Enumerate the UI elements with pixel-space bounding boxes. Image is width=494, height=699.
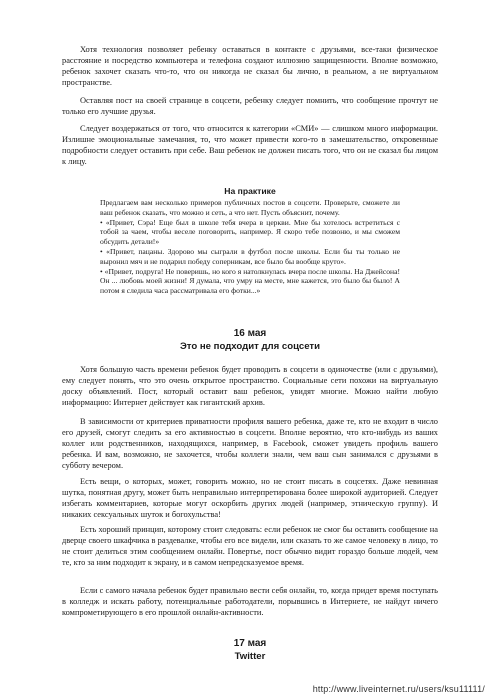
paragraph: Следует воздержаться от того, что относится к категории «СМИ» — слишком много информации. Излишне эмоциональные замечания, то, что может привести кого-то в замешательство, откровенные подробности следует оставить при себе. Ваш ребенок не должен писать того, что он не сказал бы лицом к лицу. <box>62 124 438 166</box>
paragraph: Есть хороший принцип, которому стоит следовать: если ребенок не смог бы оставить сообщение на дверце своего шкафчика в раздевалке, чтобы его все видели, или сказать то же самое человеку в лицо, то не стоит делиться этим сообщением онлайн. Повертье, пост обычно видит гораздо больше людей, чем те, кто за ним подходит к экрану, и в самом непредсказуемое время. <box>62 525 438 567</box>
paragraph: Если с самого начала ребенок будет правильно вести себя онлайн, то, когда придет время поступать в колледж и искать работу, потенциальные работодатели, порывшись в Интернете, не найдут ничего компрометирующего в его прошлой онлайн-активности. <box>62 586 438 617</box>
practice-title: На практике <box>224 186 276 196</box>
section-date: 17 мая <box>233 638 267 649</box>
section-heading: Twitter <box>234 651 266 662</box>
section-date: 16 мая <box>233 328 267 339</box>
section-heading: Это не подходит для соцсети <box>179 341 321 352</box>
paragraph: Хотя технология позволяет ребенку оставаться в контакте с друзьями, все-таки физическое расстояние и посредство компьютера и телефона создают иллюзию защищенности. Вполне возможно, ребенок захочет сказать что-то, что он никогда не сказал бы лично, в реальном, а не виртуальном пространстве. <box>62 45 438 87</box>
paragraph: Хотя большую часть времени ребенок будет проводить в соцсети в одиночестве (или с друзьями), ему следует понять, что это очень открытое пространство. Социальные сети похожи на виртуальную доску объявлений. Пост, который оставит ваш ребенок, увидят многие. Можно найти любую информацию: Интернет действует как гигантский архив. <box>62 365 438 407</box>
practice-bullet: • «Привет, пацаны. Здорово мы сыграли в футбол после школы. Если бы ты только не выронил мяч и не подарил победу соперникам, все было бы вообще круто». <box>100 246 401 266</box>
paragraph: Есть вещи, о которых, может, говорить можно, но не стоит писать в соцсетях. Даже невинная шутка, понятная другу, может быть неправильно интерпретирована более широкой аудиторией. Следует избегать комментариев, которые могут оскорбить других людей (например, этническую группу). И никаких сексуальных шуток и богохульства! <box>62 477 438 519</box>
practice-intro: Предлагаем вам несколько примеров публичных постов в соцсети. Проверьте, сможете ли ваш ребенок сказать, что можно и сеть, а что нет. Пусть объяснит, почему. <box>100 198 400 217</box>
practice-bullet: • «Привет, Сэра! Еще был в школе тебя вчера в церкви. Мне бы хотелось встретиться с тобой за чаем, чтобы веселе поговорить, например. Я скоро тебе позвоню, и мы сможем обсудить детали!» <box>100 217 400 247</box>
paragraph: Оставляя пост на своей странице в соцсети, ребенку следует помнить, что сообщение прочтут не только его лучшие друзья. <box>62 96 438 116</box>
practice-bullet: • «Привет, подруга! Не поверишь, но кого я натолкнулась вчера после школы. На Джейсона! Он ... любовь моей жизни! Я думала, что умру на месте, мне кажется, это было бы было! А потом я следила часа рассматривала его фотки...» <box>100 266 401 296</box>
paragraph: В зависимости от критериев приватности профиля вашего ребенка, даже те, кто не входит в число его друзей, смогут следить за его активностью в соцсети. Вполне вероятно, что кто-нибудь из ваших коллег или родственников, находящихся, например, в Facebook, сможет увидеть профиль вашего ребенка. И вам, возможно, не захочется, чтобы коллеги знали, чем ваш сын занимался с друзьями в субботу вечером. <box>62 417 438 470</box>
practice-box <box>100 198 400 296</box>
watermark-url[interactable]: http://www.liveinternet.ru/users/ksu11111/ <box>312 684 485 694</box>
